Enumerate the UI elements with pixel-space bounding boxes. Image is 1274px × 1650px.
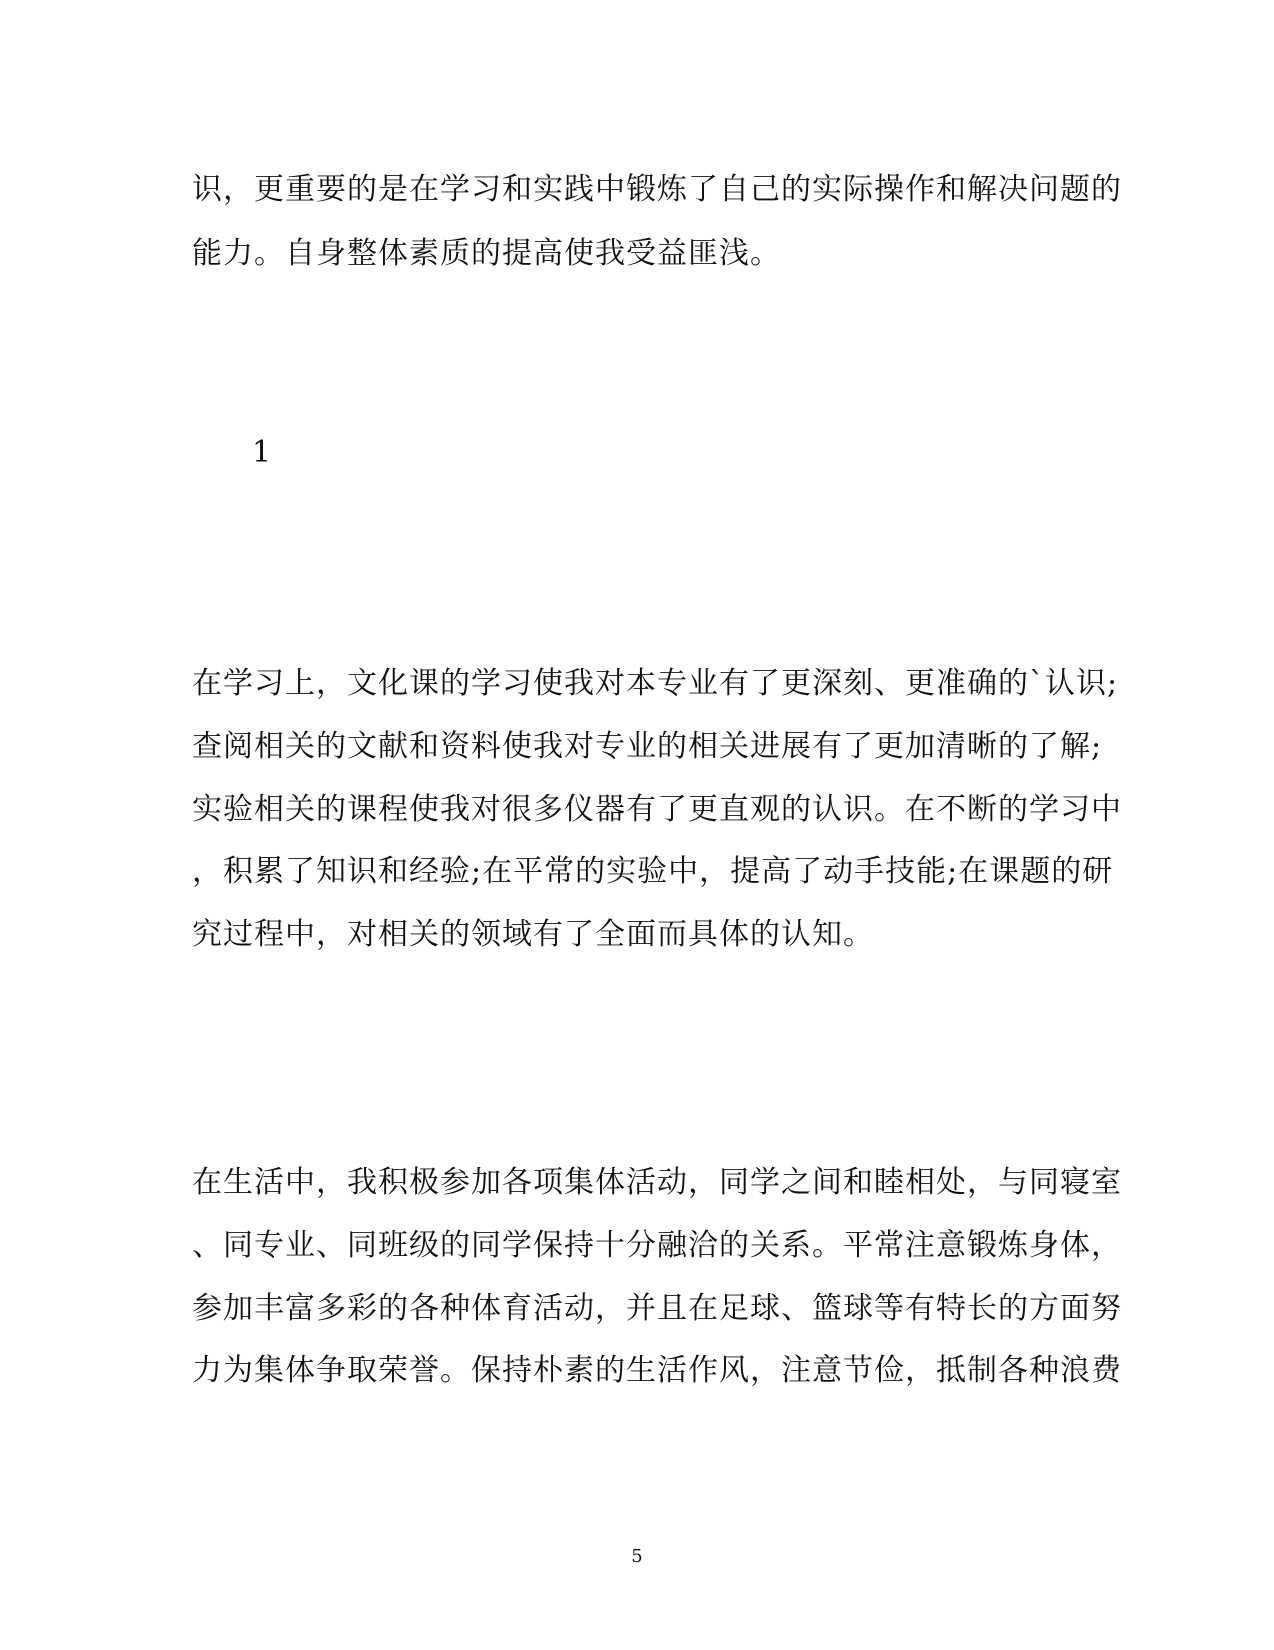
paragraph-line: 能力。自身整体素质的提高使我受益匪浅。	[192, 236, 781, 271]
paragraph-line: 实验相关的课程使我对很多仪器有了更直观的认识。在不断的学习中	[192, 792, 1122, 827]
paragraph-line: 查阅相关的文献和资料使我对专业的相关进展有了更加清晰的了解;	[192, 729, 1103, 764]
paragraph-line: 究过程中，对相关的领域有了全面而具体的认知。	[192, 917, 874, 952]
paragraph-line: 参加丰富多彩的各种体育活动，并且在足球、篮球等有特长的方面努	[192, 1291, 1122, 1326]
page-number: 5	[631, 1546, 643, 1567]
paragraph-line: 识，更重要的是在学习和实践中锻炼了自己的实际操作和解决问题的	[192, 172, 1122, 207]
paragraph-line: 在学习上，文化课的学习使我对本专业有了更深刻、更准确的`认识;	[192, 666, 1119, 701]
paragraph-line: 、同专业、同班级的同学保持十分融洽的关系。平常注意锻炼身体，	[192, 1228, 1122, 1263]
section-marker: 1	[252, 435, 272, 470]
paragraph-line: ，积累了知识和经验;在平常的实验中，提高了动手技能;在课题的研	[192, 854, 1114, 889]
paragraph-line: 力为集体争取荣誉。保持朴素的生活作风，注意节俭，抵制各种浪费	[192, 1353, 1122, 1388]
paragraph-line: 在生活中，我积极参加各项集体活动，同学之间和睦相处，与同寝室	[192, 1165, 1122, 1200]
